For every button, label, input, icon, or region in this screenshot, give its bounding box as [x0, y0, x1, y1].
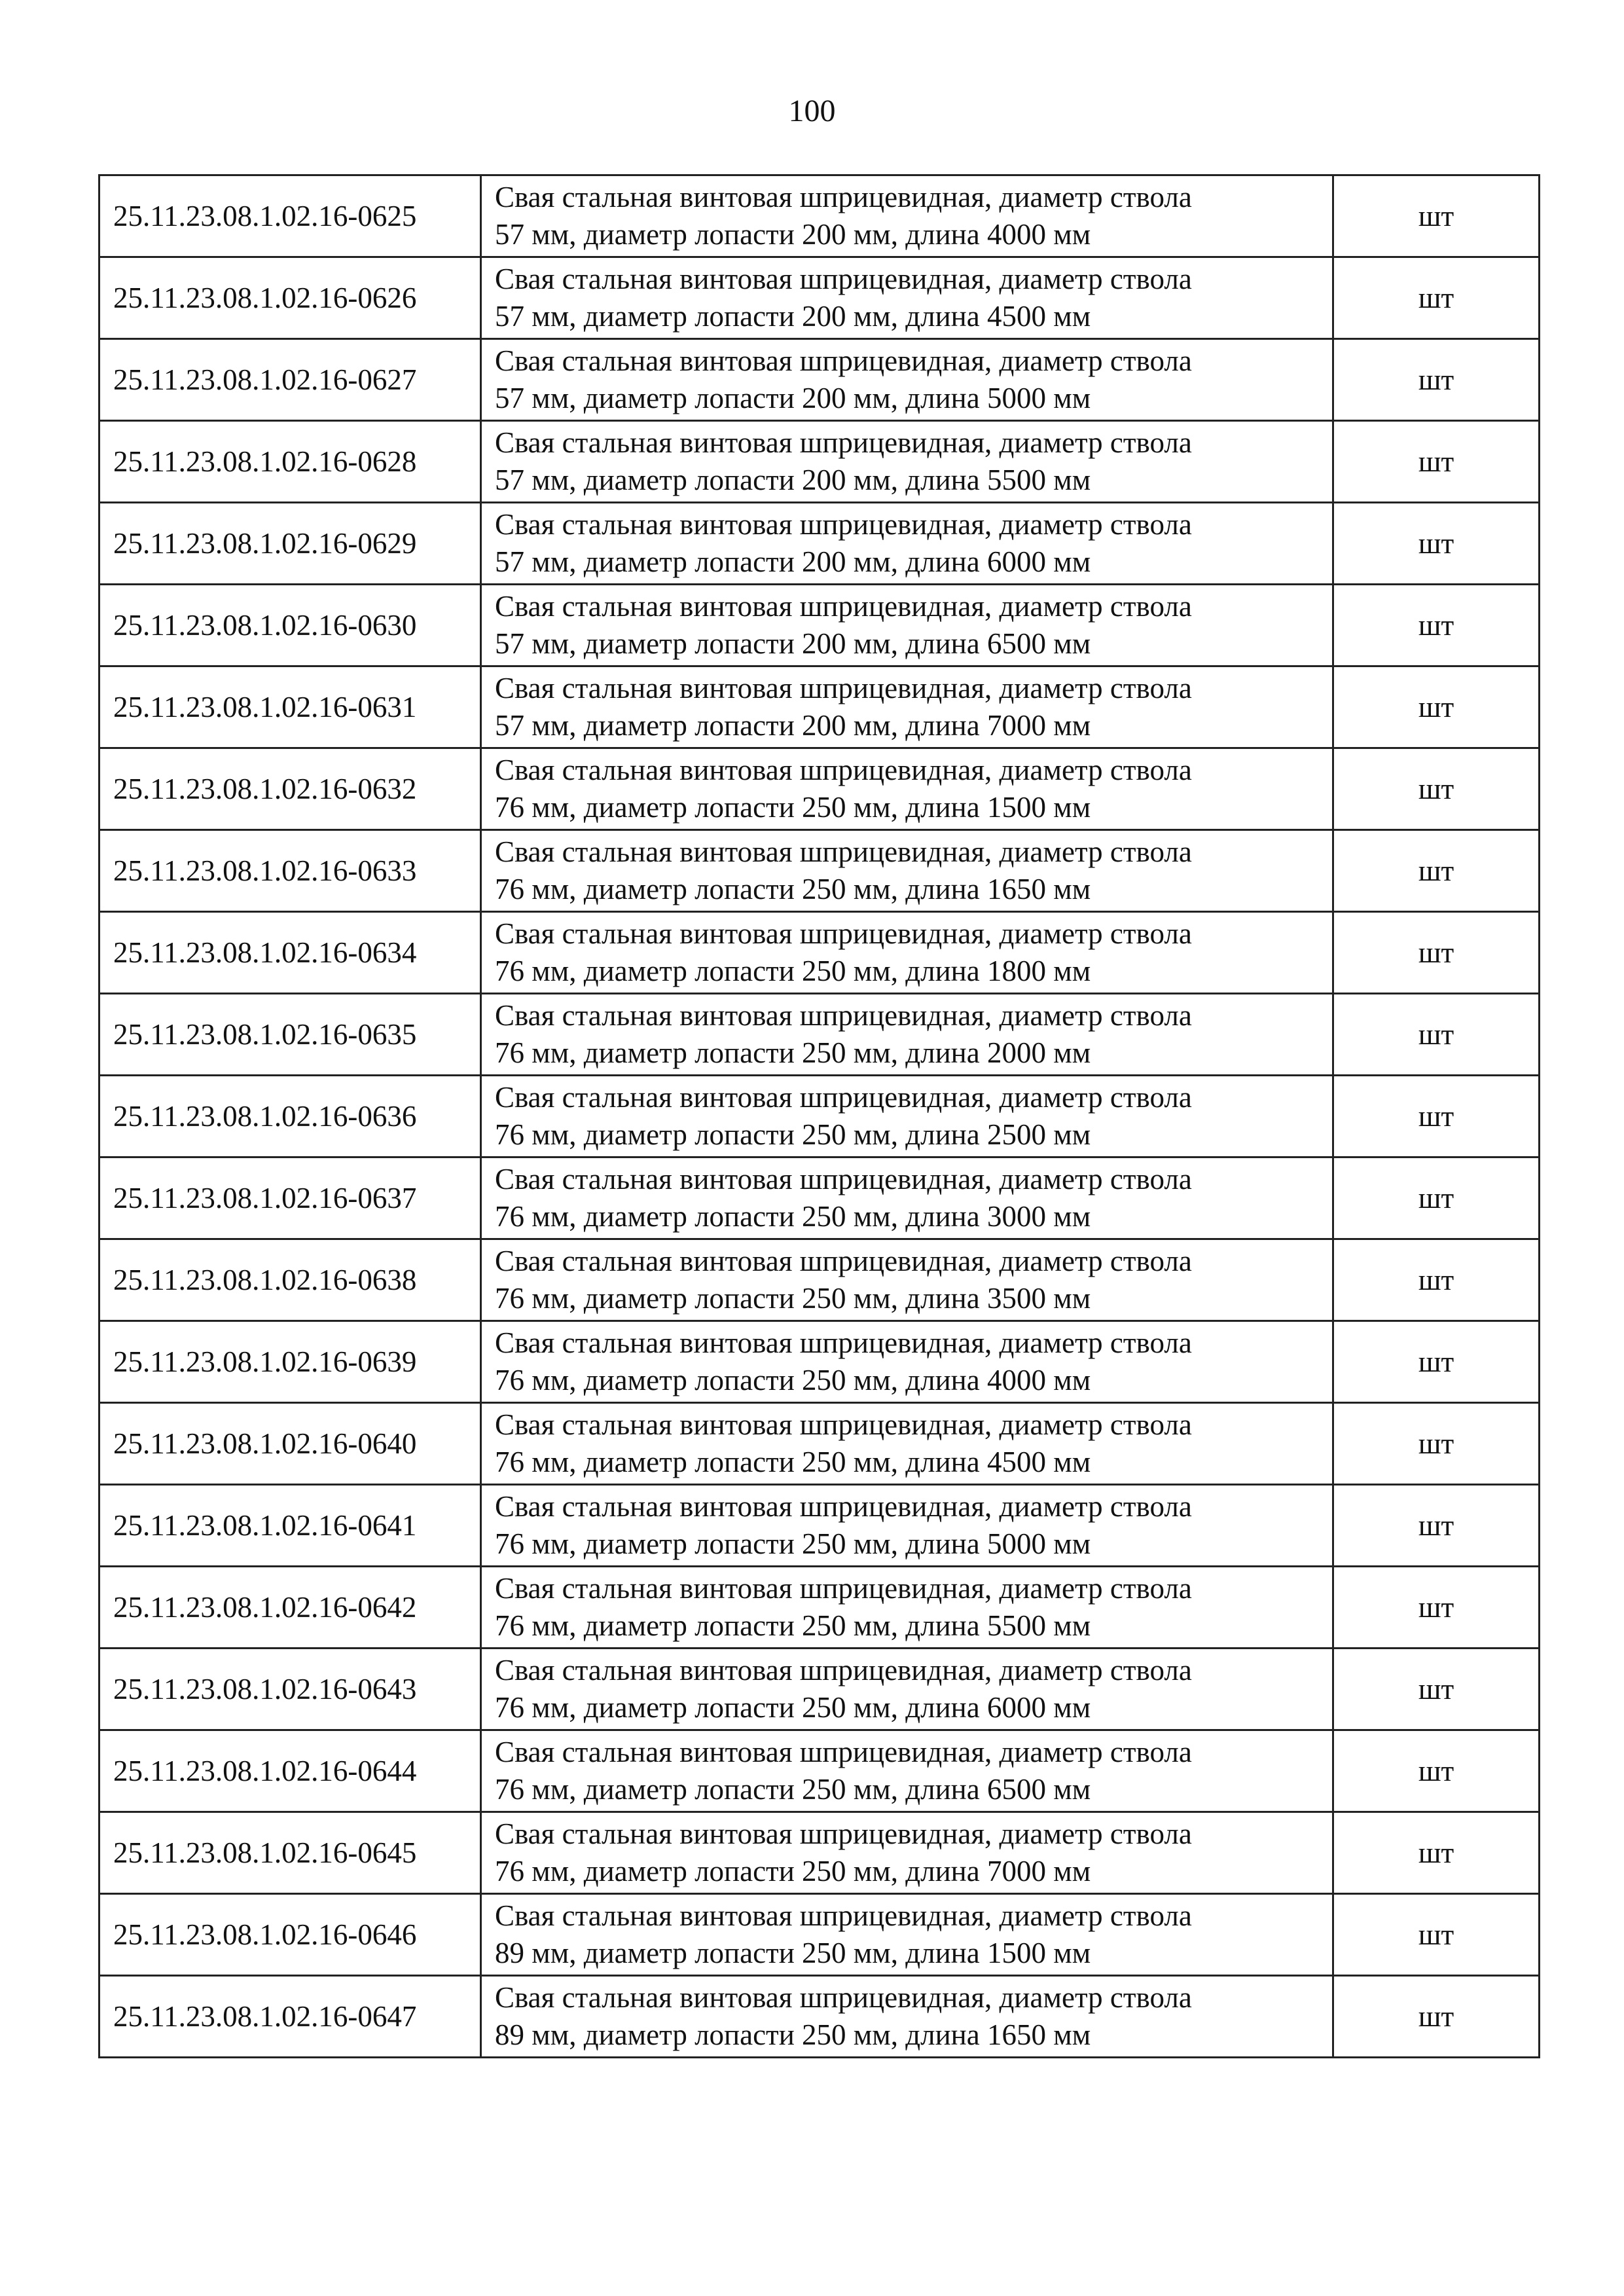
- item-code: 25.11.23.08.1.02.16-0632: [99, 748, 481, 830]
- table-row: [99, 666, 1540, 748]
- description-line-2: 57 мм, диаметр лопасти 200 мм, длина 6500 мм: [495, 627, 1091, 660]
- description-line-2: 76 мм, диаметр лопасти 250 мм, длина 6000 мм: [495, 1691, 1091, 1724]
- item-unit: шт: [1333, 666, 1540, 748]
- table-row: [99, 1976, 1540, 2058]
- description-line-1: Свая стальная винтовая шприцевидная, диаметр ствола: [495, 1817, 1192, 1850]
- description-line-2: 76 мм, диаметр лопасти 250 мм, длина 1650 мм: [495, 873, 1091, 905]
- description-line-1: Свая стальная винтовая шприцевидная, диаметр ствола: [495, 1081, 1192, 1114]
- description-line-2: 57 мм, диаметр лопасти 200 мм, длина 5000 мм: [495, 382, 1091, 414]
- table-row: [99, 257, 1540, 339]
- item-description: [481, 1321, 1333, 1403]
- description-line-2: 76 мм, диаметр лопасти 250 мм, длина 4000 мм: [495, 1364, 1091, 1396]
- description-line-1: Свая стальная винтовая шприцевидная, диаметр ствола: [495, 1981, 1192, 2014]
- description-line-1: Свая стальная винтовая шприцевидная, диаметр ствола: [495, 181, 1192, 213]
- description-line-2: 57 мм, диаметр лопасти 200 мм, длина 5500 мм: [495, 464, 1091, 496]
- item-description: [481, 1076, 1333, 1157]
- item-code: 25.11.23.08.1.02.16-0635: [99, 994, 481, 1076]
- description-line-1: Свая стальная винтовая шприцевидная, диаметр ствола: [495, 917, 1192, 950]
- description-line-1: Свая стальная винтовая шприцевидная, диаметр ствола: [495, 1572, 1192, 1605]
- item-description: [481, 912, 1333, 994]
- item-code: 25.11.23.08.1.02.16-0639: [99, 1321, 481, 1403]
- item-unit: шт: [1333, 1239, 1540, 1321]
- description-line-2: 76 мм, диаметр лопасти 250 мм, длина 3500 мм: [495, 1282, 1091, 1315]
- item-unit: шт: [1333, 1076, 1540, 1157]
- item-code: 25.11.23.08.1.02.16-0641: [99, 1485, 481, 1567]
- item-code: 25.11.23.08.1.02.16-0627: [99, 339, 481, 421]
- item-unit: шт: [1333, 830, 1540, 912]
- table-row: [99, 748, 1540, 830]
- description-line-2: 76 мм, диаметр лопасти 250 мм, длина 6500 мм: [495, 1773, 1091, 1806]
- description-line-2: 76 мм, диаметр лопасти 250 мм, длина 2500 мм: [495, 1118, 1091, 1151]
- description-line-2: 57 мм, диаметр лопасти 200 мм, длина 4500 мм: [495, 300, 1091, 333]
- description-line-2: 76 мм, диаметр лопасти 250 мм, длина 4500 мм: [495, 1446, 1091, 1478]
- table-row: [99, 1812, 1540, 1894]
- item-code: 25.11.23.08.1.02.16-0636: [99, 1076, 481, 1157]
- item-code: 25.11.23.08.1.02.16-0645: [99, 1812, 481, 1894]
- item-unit: шт: [1333, 421, 1540, 503]
- item-unit: шт: [1333, 175, 1540, 257]
- description-line-1: Свая стальная винтовая шприцевидная, диаметр ствола: [495, 1326, 1192, 1359]
- description-line-1: Свая стальная винтовая шприцевидная, диаметр ствола: [495, 1899, 1192, 1932]
- description-line-1: Свая стальная винтовая шприцевидная, диаметр ствола: [495, 672, 1192, 704]
- description-line-2: 76 мм, диаметр лопасти 250 мм, длина 2000 мм: [495, 1036, 1091, 1069]
- table-row: [99, 994, 1540, 1076]
- item-unit: шт: [1333, 1321, 1540, 1403]
- item-code: 25.11.23.08.1.02.16-0644: [99, 1730, 481, 1812]
- table-row: [99, 175, 1540, 257]
- item-unit: шт: [1333, 1894, 1540, 1976]
- item-code: 25.11.23.08.1.02.16-0628: [99, 421, 481, 503]
- item-code: 25.11.23.08.1.02.16-0634: [99, 912, 481, 994]
- table-row: [99, 1239, 1540, 1321]
- description-line-2: 76 мм, диаметр лопасти 250 мм, длина 1800 мм: [495, 955, 1091, 987]
- description-line-1: Свая стальная винтовая шприцевидная, диаметр ствола: [495, 344, 1192, 377]
- price-table: [98, 174, 1540, 2058]
- item-unit: шт: [1333, 1485, 1540, 1567]
- item-unit: шт: [1333, 748, 1540, 830]
- item-description: [481, 830, 1333, 912]
- description-line-1: Свая стальная винтовая шприцевидная, диаметр ствола: [495, 999, 1192, 1032]
- item-description: [481, 339, 1333, 421]
- table-row: [99, 1157, 1540, 1239]
- table-row: [99, 585, 1540, 666]
- description-line-2: 76 мм, диаметр лопасти 250 мм, длина 5500 мм: [495, 1609, 1091, 1642]
- description-line-2: 89 мм, диаметр лопасти 250 мм, длина 1500 мм: [495, 1937, 1091, 1969]
- item-description: [481, 175, 1333, 257]
- table-row: [99, 1894, 1540, 1976]
- item-description: [481, 1730, 1333, 1812]
- item-description: [481, 1812, 1333, 1894]
- item-description: [481, 1157, 1333, 1239]
- table-row: [99, 503, 1540, 585]
- item-description: [481, 1239, 1333, 1321]
- item-unit: шт: [1333, 339, 1540, 421]
- description-line-1: Свая стальная винтовая шприцевидная, диаметр ствола: [495, 426, 1192, 459]
- item-code: 25.11.23.08.1.02.16-0625: [99, 175, 481, 257]
- item-description: [481, 1567, 1333, 1649]
- description-line-1: Свая стальная винтовая шприцевидная, диаметр ствола: [495, 754, 1192, 786]
- table-row: [99, 912, 1540, 994]
- description-line-1: Свая стальная винтовая шприцевидная, диаметр ствола: [495, 1736, 1192, 1768]
- table-row: [99, 339, 1540, 421]
- item-unit: шт: [1333, 503, 1540, 585]
- description-line-1: Свая стальная винтовая шприцевидная, диаметр ствола: [495, 1245, 1192, 1277]
- item-code: 25.11.23.08.1.02.16-0633: [99, 830, 481, 912]
- item-description: [481, 748, 1333, 830]
- description-line-2: 57 мм, диаметр лопасти 200 мм, длина 6000 мм: [495, 545, 1091, 578]
- item-code: 25.11.23.08.1.02.16-0626: [99, 257, 481, 339]
- item-code: 25.11.23.08.1.02.16-0631: [99, 666, 481, 748]
- description-line-2: 89 мм, диаметр лопасти 250 мм, длина 1650 мм: [495, 2018, 1091, 2051]
- table-row: [99, 1567, 1540, 1649]
- item-unit: шт: [1333, 1567, 1540, 1649]
- item-description: [481, 1403, 1333, 1485]
- item-unit: шт: [1333, 257, 1540, 339]
- item-unit: шт: [1333, 1812, 1540, 1894]
- item-unit: шт: [1333, 1157, 1540, 1239]
- item-code: 25.11.23.08.1.02.16-0642: [99, 1567, 481, 1649]
- table-row: [99, 1649, 1540, 1730]
- item-unit: шт: [1333, 994, 1540, 1076]
- description-line-1: Свая стальная винтовая шприцевидная, диаметр ствола: [495, 590, 1192, 623]
- table-row: [99, 1076, 1540, 1157]
- description-line-1: Свая стальная винтовая шприцевидная, диаметр ствола: [495, 263, 1192, 295]
- table-row: [99, 830, 1540, 912]
- item-code: 25.11.23.08.1.02.16-0643: [99, 1649, 481, 1730]
- description-line-1: Свая стальная винтовая шприцевидная, диаметр ствола: [495, 835, 1192, 868]
- item-description: [481, 1976, 1333, 2058]
- table-row: [99, 421, 1540, 503]
- item-unit: шт: [1333, 912, 1540, 994]
- item-unit: шт: [1333, 1976, 1540, 2058]
- item-code: 25.11.23.08.1.02.16-0630: [99, 585, 481, 666]
- table-row: [99, 1485, 1540, 1567]
- item-code: 25.11.23.08.1.02.16-0647: [99, 1976, 481, 2058]
- description-line-1: Свая стальная винтовая шприцевидная, диаметр ствола: [495, 1490, 1192, 1523]
- item-description: [481, 421, 1333, 503]
- item-description: [481, 666, 1333, 748]
- item-code: 25.11.23.08.1.02.16-0640: [99, 1403, 481, 1485]
- item-unit: шт: [1333, 1649, 1540, 1730]
- item-description: [481, 994, 1333, 1076]
- item-unit: шт: [1333, 1403, 1540, 1485]
- item-code: 25.11.23.08.1.02.16-0637: [99, 1157, 481, 1239]
- item-description: [481, 1485, 1333, 1567]
- item-unit: шт: [1333, 585, 1540, 666]
- description-line-2: 76 мм, диаметр лопасти 250 мм, длина 7000 мм: [495, 1855, 1091, 1887]
- description-line-1: Свая стальная винтовая шприцевидная, диаметр ствола: [495, 1163, 1192, 1195]
- item-code: 25.11.23.08.1.02.16-0629: [99, 503, 481, 585]
- description-line-2: 76 мм, диаметр лопасти 250 мм, длина 3000 мм: [495, 1200, 1091, 1233]
- item-unit: шт: [1333, 1730, 1540, 1812]
- item-code: 25.11.23.08.1.02.16-0638: [99, 1239, 481, 1321]
- page-number: 100: [788, 94, 836, 128]
- description-line-1: Свая стальная винтовая шприцевидная, диаметр ствола: [495, 1654, 1192, 1686]
- table-row: [99, 1321, 1540, 1403]
- item-description: [481, 503, 1333, 585]
- description-line-2: 57 мм, диаметр лопасти 200 мм, длина 7000 мм: [495, 709, 1091, 742]
- table-row: [99, 1403, 1540, 1485]
- item-description: [481, 585, 1333, 666]
- item-description: [481, 257, 1333, 339]
- table-body: [99, 175, 1540, 2058]
- table-row: [99, 1730, 1540, 1812]
- description-line-2: 76 мм, диаметр лопасти 250 мм, длина 5000 мм: [495, 1527, 1091, 1560]
- item-code: 25.11.23.08.1.02.16-0646: [99, 1894, 481, 1976]
- item-description: [481, 1894, 1333, 1976]
- description-line-2: 57 мм, диаметр лопасти 200 мм, длина 4000 мм: [495, 218, 1091, 251]
- description-line-2: 76 мм, диаметр лопасти 250 мм, длина 1500 мм: [495, 791, 1091, 824]
- description-line-1: Свая стальная винтовая шприцевидная, диаметр ствола: [495, 1408, 1192, 1441]
- description-line-1: Свая стальная винтовая шприцевидная, диаметр ствола: [495, 508, 1192, 541]
- item-description: [481, 1649, 1333, 1730]
